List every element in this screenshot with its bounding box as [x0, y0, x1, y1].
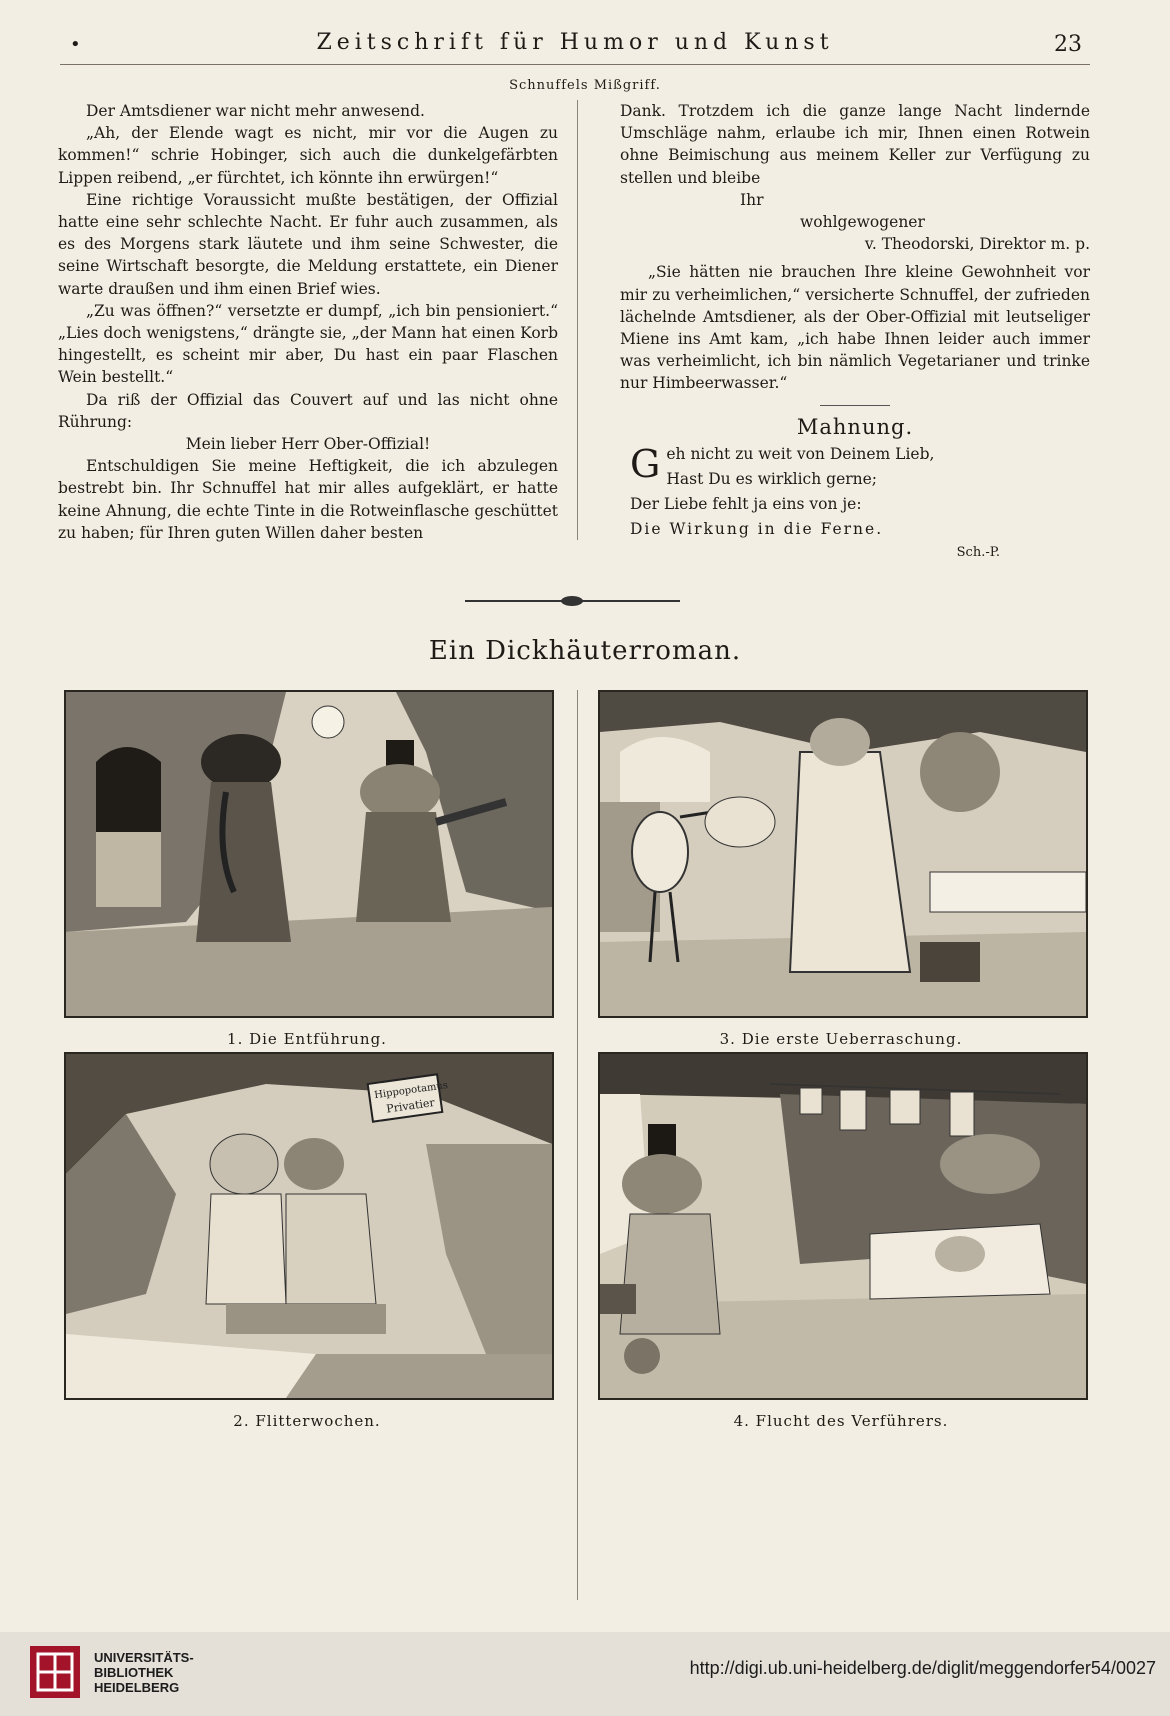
- page-number: 23: [1054, 32, 1082, 57]
- column-divider: [577, 100, 578, 540]
- letter-closing: wohlgewogener: [800, 213, 925, 232]
- section-divider-ornament: [465, 600, 680, 602]
- panel-illustration: [66, 1054, 552, 1398]
- comic-panel-2: [64, 1052, 554, 1400]
- paragraph: Der Amtsdiener war nicht mehr anwesend.: [86, 102, 425, 120]
- poem-line: eh nicht zu weit von Deinem Lieb,: [666, 444, 935, 463]
- comic-title: Ein Dickhäuterroman.: [428, 636, 742, 666]
- poem-title: Mahnung.: [796, 414, 914, 439]
- institution-line: HEIDELBERG: [94, 1680, 180, 1695]
- letter-continuation: Dank. Trotzdem ich die ganze lange Nacht lindernde Umschläge nahm, erlaube ich mir, Ihnen einen Rotwein ohne Beimischung aus meinem Keller zur Verfügung zu stellen und bleibe: [620, 102, 1090, 187]
- panel-caption: 1. Die Entführung.: [227, 1030, 387, 1048]
- comic-panel-4: [598, 1052, 1088, 1400]
- poem-line: Der Liebe fehlt ja eins von je:: [630, 494, 862, 513]
- institution-line: UNIVERSITÄTS-: [94, 1650, 194, 1665]
- panel-illustration: [600, 692, 1086, 1016]
- panel-caption: 3. Die erste Ueberraschung.: [719, 1030, 963, 1048]
- letter-signature: v. Theodorski, Direktor m. p.: [864, 235, 1090, 254]
- running-header: [60, 30, 1090, 65]
- letter-closing: Ihr: [740, 190, 764, 209]
- comic-panel-3: [598, 690, 1088, 1018]
- institution-name: [94, 1650, 194, 1695]
- panel-illustration: [600, 1054, 1086, 1398]
- library-footer: [0, 1632, 1170, 1716]
- paragraph: Eine richtige Voraussicht mußte bestätigen, der Offizial hatte eine sehr schlechte Nacht. Er fuhr auch zusammen, als es des Morgens stark läutete und ihm seine Schwester, die seine Wirtschaft besorgte, die Meldung erstattete, ein Diener warte draußen und ihm einen Brief wies.: [58, 190, 558, 298]
- panel-divider: [577, 690, 578, 1600]
- header-ornament: •: [70, 34, 81, 55]
- institution-line: BIBLIOTHEK: [94, 1665, 174, 1680]
- right-column: [620, 100, 1090, 564]
- left-column: [58, 100, 558, 544]
- drop-cap: G: [630, 441, 661, 486]
- paragraph: Da riß der Offizial das Couvert auf und las nicht ohne Rührung:: [58, 390, 558, 431]
- letter-body: Entschuldigen Sie meine Heftigkeit, die ich abzulegen bestrebt bin. Ihr Schnuffel hat mir alles aufgeklärt, er hatte keine Ahnung, die echte Tinte in die Rotweinflasche geschüttet zu haben; für Ihren guten Willen daher besten: [58, 457, 558, 542]
- poem-line: Hast Du es wirklich gerne;: [666, 469, 878, 488]
- paragraph: „Sie hätten nie brauchen Ihre kleine Gewohnheit vor mir zu verheimlichen,“ versicherte Schnuffel, der zufrieden lächelnde Amtsdiener, als der Ober-Offizial mit leutseliger Miene ins Amt kam, „ich habe Ihnen leider auch immer was verheimlicht, ich bin nämlich Vegetarianer und trinke nur Himbeerwasser.“: [620, 263, 1090, 393]
- letter-salutation: Mein lieber Herr Ober-Offizial!: [185, 435, 431, 454]
- panel-caption: 4. Flucht des Verführers.: [733, 1412, 949, 1430]
- comic-panel-1: [64, 690, 554, 1018]
- panel-illustration: [66, 692, 552, 1016]
- article-running-title: Schnuffels Mißgriff.: [509, 78, 661, 93]
- magazine-title: Zeitschrift für Humor und Kunst: [316, 30, 834, 55]
- paragraph: „Zu was öffnen?“ versetzte er dumpf, „ich bin pensioniert.“ „Lies doch wenigstens,“ drängte sie, „der Mann hat einen Korb hingestellt, es scheint mir aber, Du hast ein paar Flaschen Wein bestellt.“: [58, 301, 558, 387]
- paragraph: „Ah, der Elende wagt es nicht, mir vor die Augen zu kommen!“ schrie Hobinger, sich auch die dunkelgefärbten Lippen reibend, „er fürchtet, ich könnte ihn erwürgen!“: [58, 124, 558, 187]
- university-seal-icon: [30, 1646, 80, 1698]
- sign-text: Privatier: [385, 1095, 436, 1116]
- panel-caption: 2. Flitterwochen.: [233, 1412, 381, 1430]
- poem-line: Die Wirkung in die Ferne.: [630, 519, 884, 538]
- section-ornament: [820, 405, 890, 406]
- sign-text: Hippopotamus: [373, 1079, 449, 1102]
- poem-signature: Sch.-P.: [956, 544, 1000, 560]
- poem: [620, 442, 1090, 542]
- source-url[interactable]: http://digi.ub.uni-heidelberg.de/diglit/meggendorfer54/0027: [689, 1658, 1156, 1678]
